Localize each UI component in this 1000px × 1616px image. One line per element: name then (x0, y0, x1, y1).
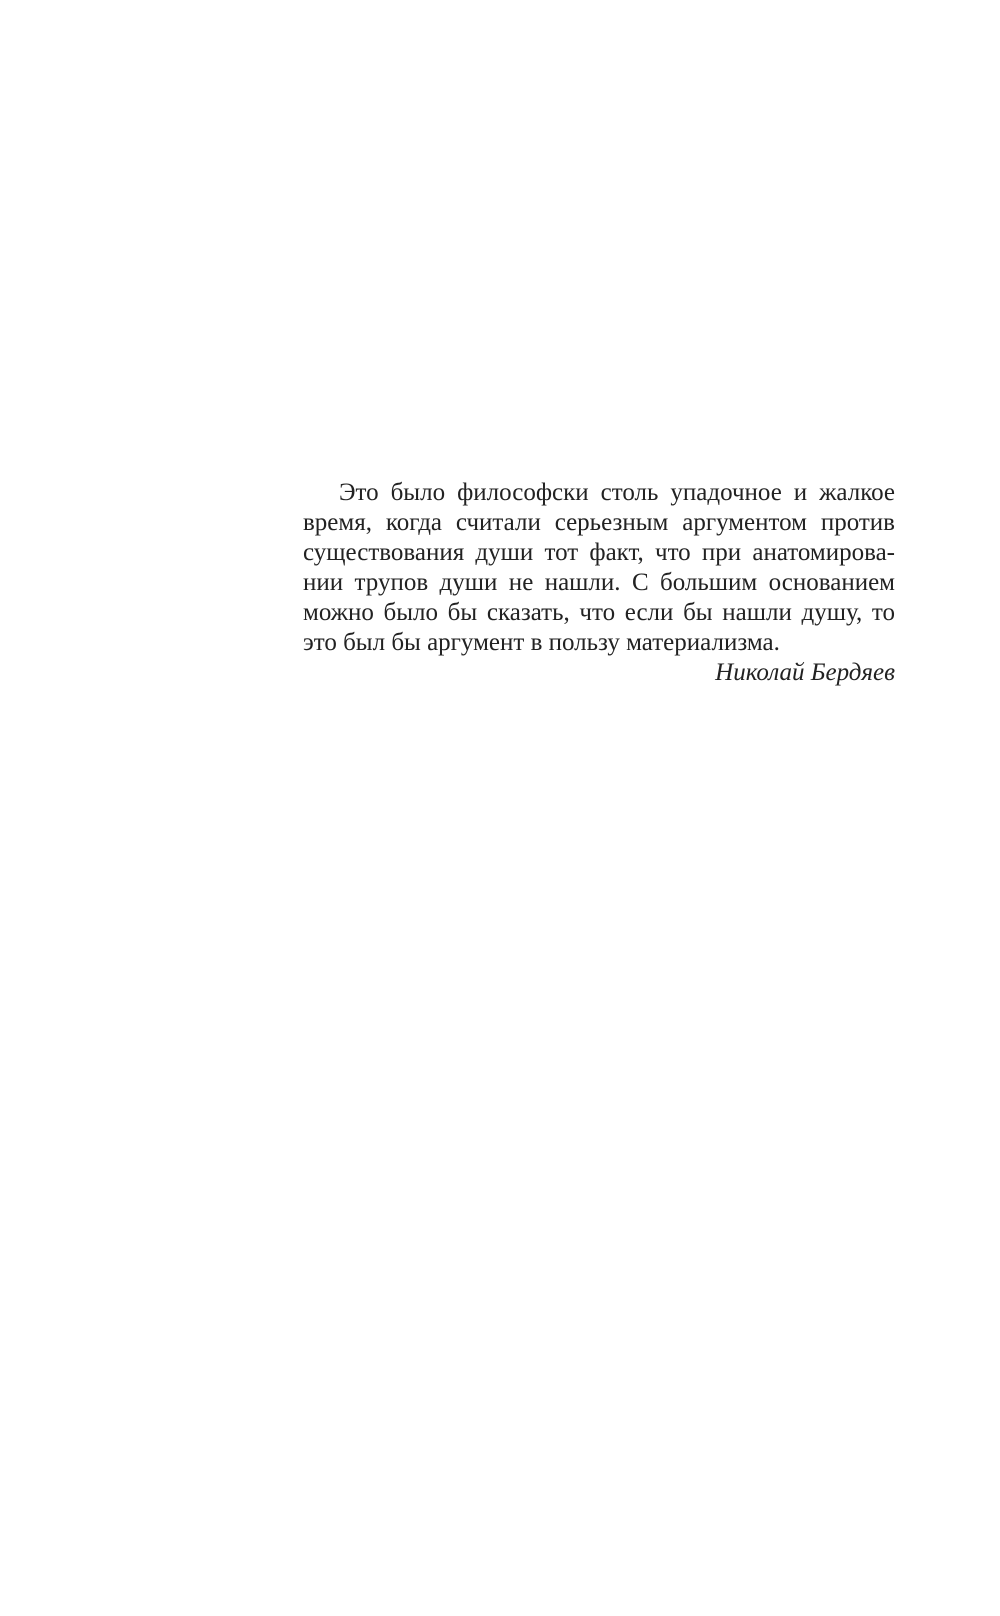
epigraph-line: Это было философски столь упадочное и жалкое (339, 479, 895, 506)
epigraph-author: Николай Бердяев (715, 659, 895, 686)
epigraph-line: это был бы аргумент в пользу материализма. (303, 629, 780, 656)
epigraph-line: нии трупов души не нашли. С большим основанием (303, 569, 895, 596)
epigraph-line: время, когда считали серьезным аргументом против (303, 509, 895, 536)
epigraph (303, 478, 895, 688)
epigraph-line: существования души тот факт, что при анатомирова- (303, 539, 895, 566)
epigraph-line: можно было бы сказать, что если бы нашли душу, то (303, 599, 895, 626)
